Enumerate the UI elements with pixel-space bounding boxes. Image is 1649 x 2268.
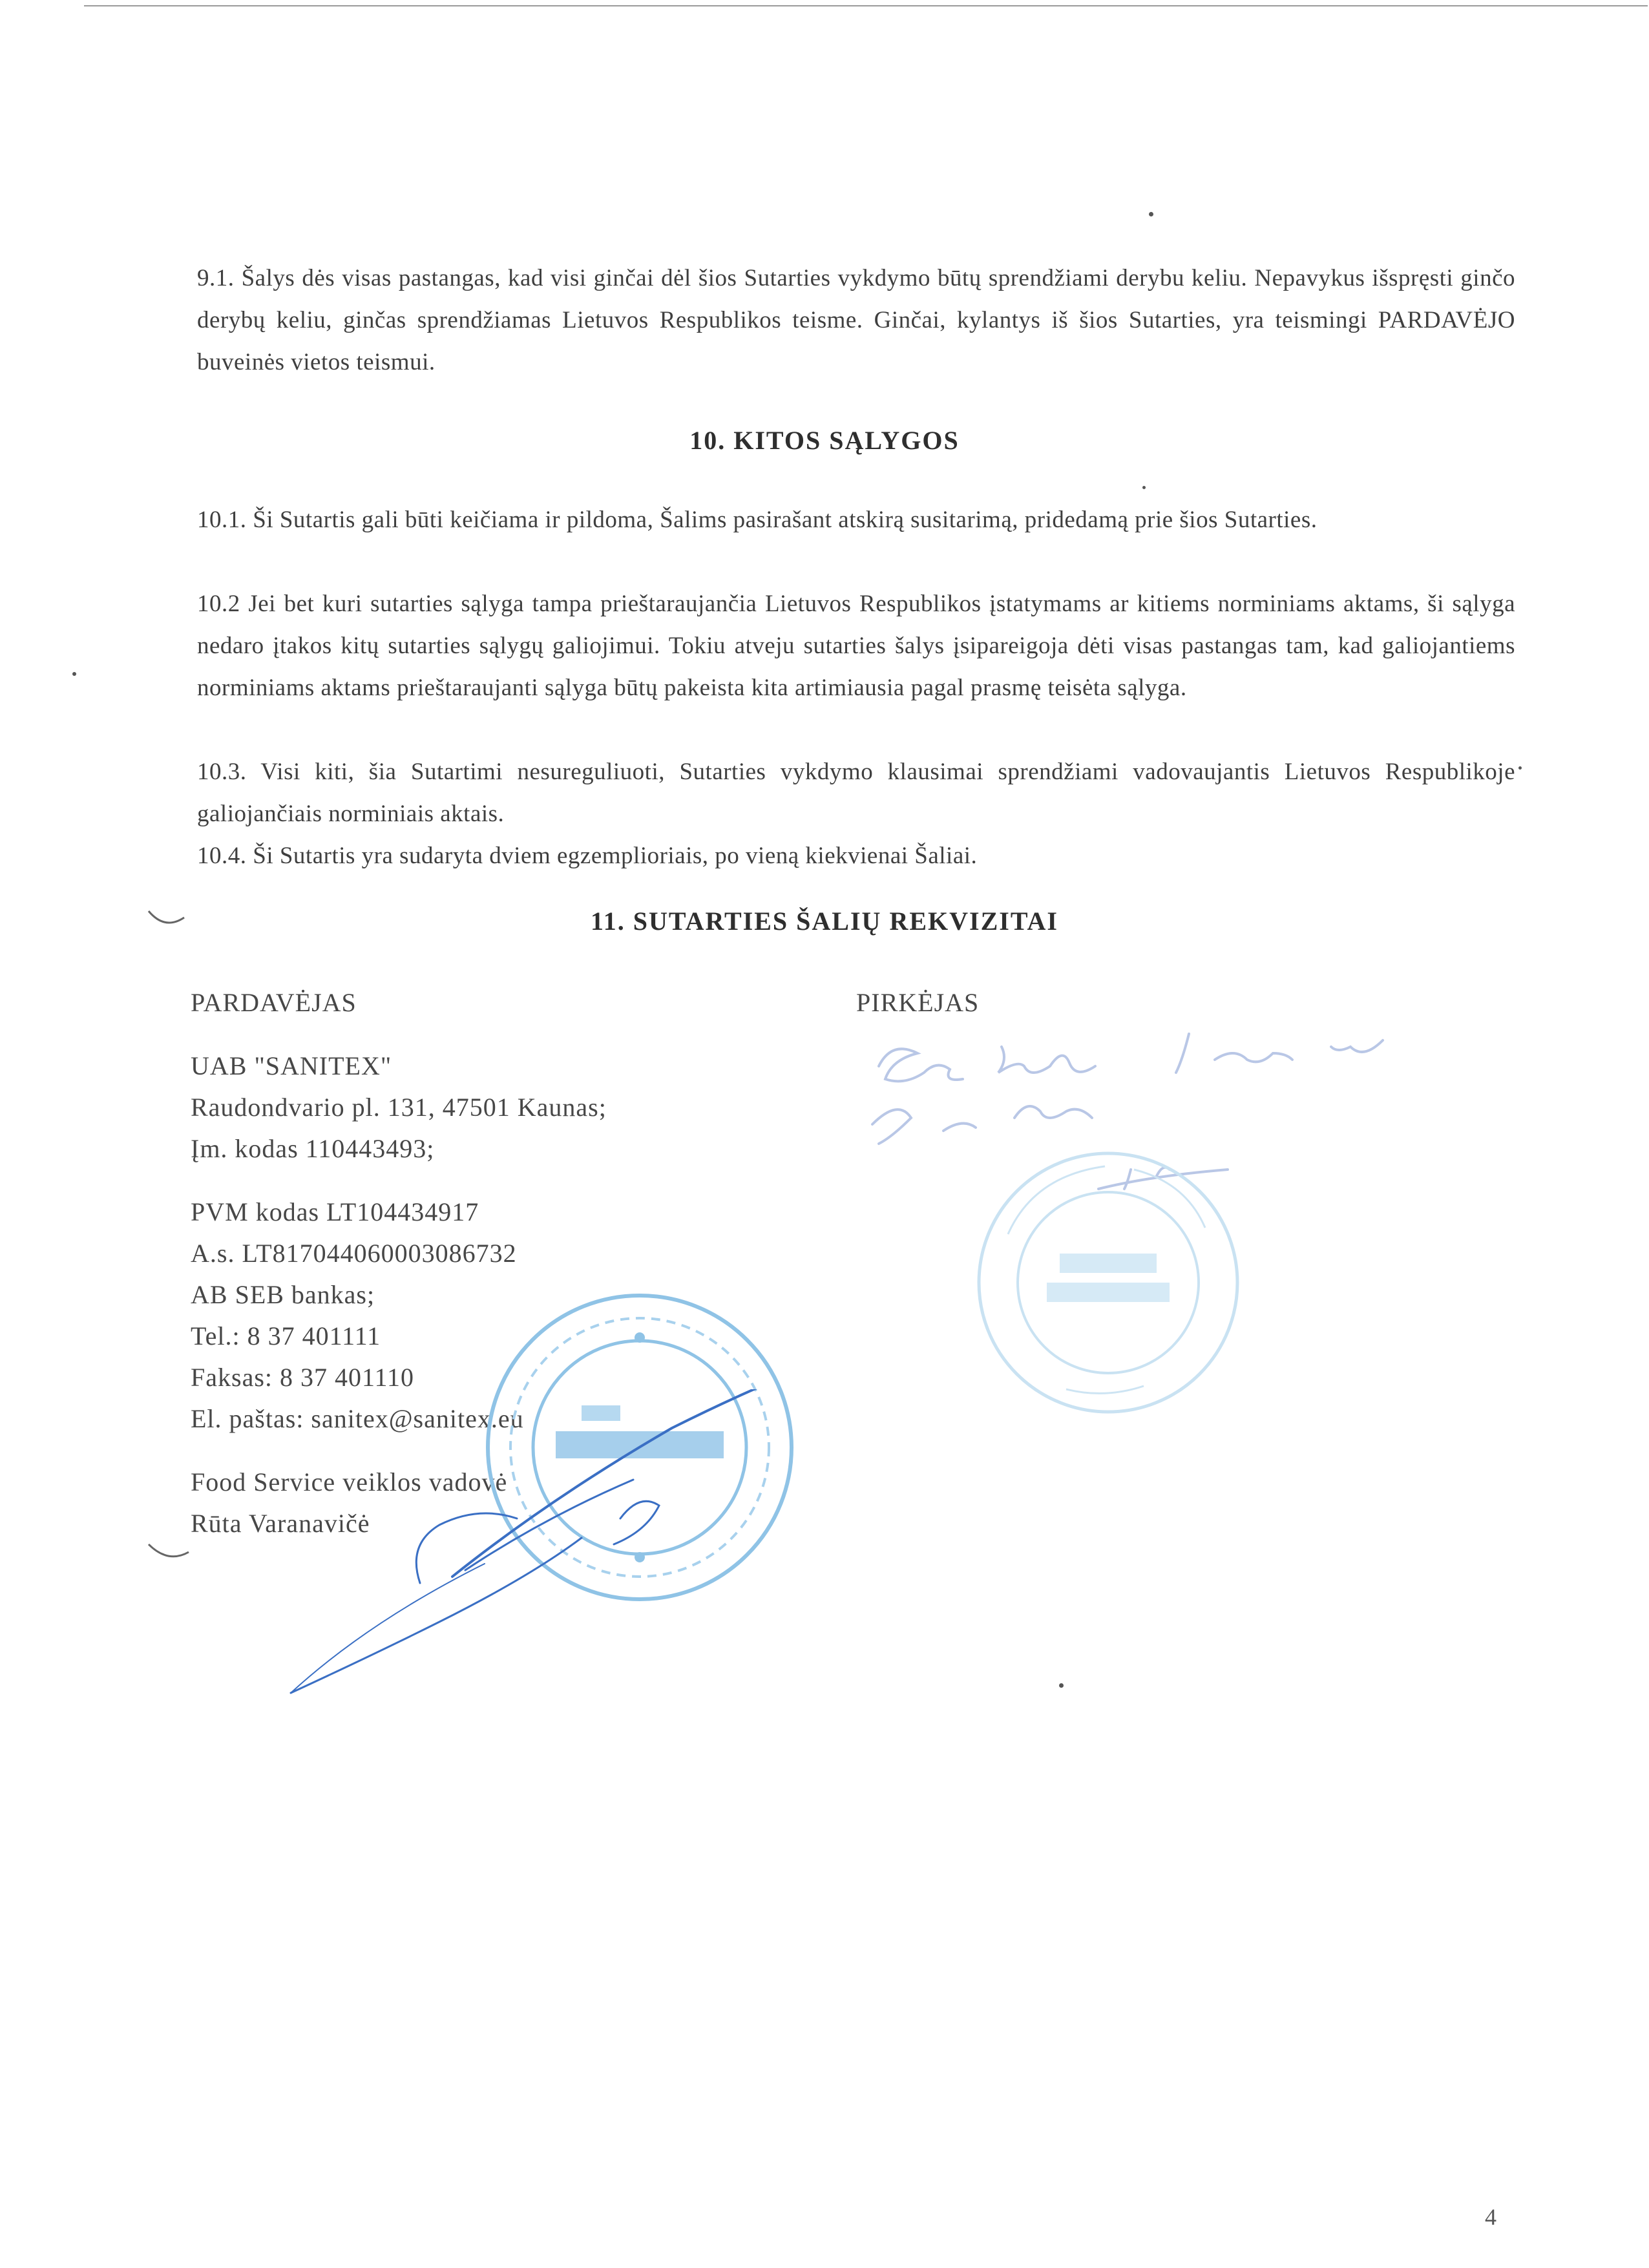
scan-speck <box>1518 766 1522 770</box>
clause-10-2: 10.2 Jei bet kuri sutarties sąlyga tampa prieštaraujančia Lietuvos Respublikos įstatymams ar kitiems norminiams aktams, ši sąlyga nedaro įtakos kitų sutarties sąlygų galiojimui. Tokiu atveju sutarties šalys įsipareigoja dėti visas pastangas tam, kad galiojantiems norminiams aktams prieštaraujanti sąlyga būtų pakeista kita artimiausia pagal prasmę teisėta sąlyga. <box>197 591 1515 701</box>
clause-9-1: 9.1. Šalys dės visas pastangas, kad visi ginčai dėl šios Sutarties vykdymo būtų sprendžiami derybu keliu. Nepavykus išspręsti ginčo derybų keliu, ginčas sprendžiamas Lietuvos Respublikos teisme. Ginčai, kylantys iš šios Sutarties, yra teismingi PARDAVĖJO buveinės vietos teismui. <box>197 265 1515 375</box>
seller-email: El. paštas: sanitex@sanitex.eu <box>191 1404 524 1433</box>
section-11-heading: 11. SUTARTIES ŠALIŲ REKVIZITAI <box>591 907 1058 936</box>
seller-fax: Faksas: 8 37 401110 <box>191 1363 415 1392</box>
seller-vat-code: PVM kodas LT104434917 <box>191 1197 479 1226</box>
seller-bank: AB SEB bankas; <box>191 1280 375 1309</box>
section-10-heading: 10. KITOS SĄLYGOS <box>689 426 960 455</box>
buyer-heading: PIRKĖJAS <box>856 988 980 1017</box>
scan-speck <box>1142 486 1146 489</box>
seller-address: Raudondvario pl. 131, 47501 Kaunas; <box>191 1093 607 1122</box>
seller-company: UAB "SANITEX" <box>191 1051 392 1080</box>
seller-account: A.s. LT817044060003086732 <box>191 1239 517 1268</box>
buyer-stamp <box>969 1144 1247 1422</box>
scan-speck <box>1059 1683 1064 1688</box>
margin-mark-icon <box>147 1538 193 1564</box>
clause-10-1: 10.1. Ši Sutartis gali būti keičiama ir pildoma, Šalims pasirašant atskirą susitarimą, pridedamą prie šios Sutarties. <box>197 507 1318 533</box>
scan-speck <box>72 672 76 676</box>
margin-mark-icon <box>147 905 186 930</box>
seller-position: Food Service veiklos vadovė <box>191 1467 508 1496</box>
page-number: 4 <box>1485 2204 1497 2230</box>
clause-10-4: 10.4. Ši Sutartis yra sudaryta dviem egzemplioriais, po vieną kiekvienai Šaliai. <box>197 843 978 869</box>
seller-handwritten-signature <box>129 1389 872 1725</box>
seller-phone: Tel.: 8 37 401111 <box>191 1321 381 1350</box>
page-top-border <box>84 5 1648 6</box>
scan-speck <box>1149 212 1153 216</box>
seller-person: Rūta Varanavičė <box>191 1509 370 1538</box>
seller-heading: PARDAVĖJAS <box>191 988 357 1017</box>
seller-company-code: Įm. kodas 110443493; <box>191 1134 435 1163</box>
clause-10-3: 10.3. Visi kiti, šia Sutartimi nesureguliuoti, Sutarties vykdymo klausimai sprendžiami vadovaujantis Lietuvos Respublikoje galiojančiais norminiais aktais. <box>197 759 1515 827</box>
